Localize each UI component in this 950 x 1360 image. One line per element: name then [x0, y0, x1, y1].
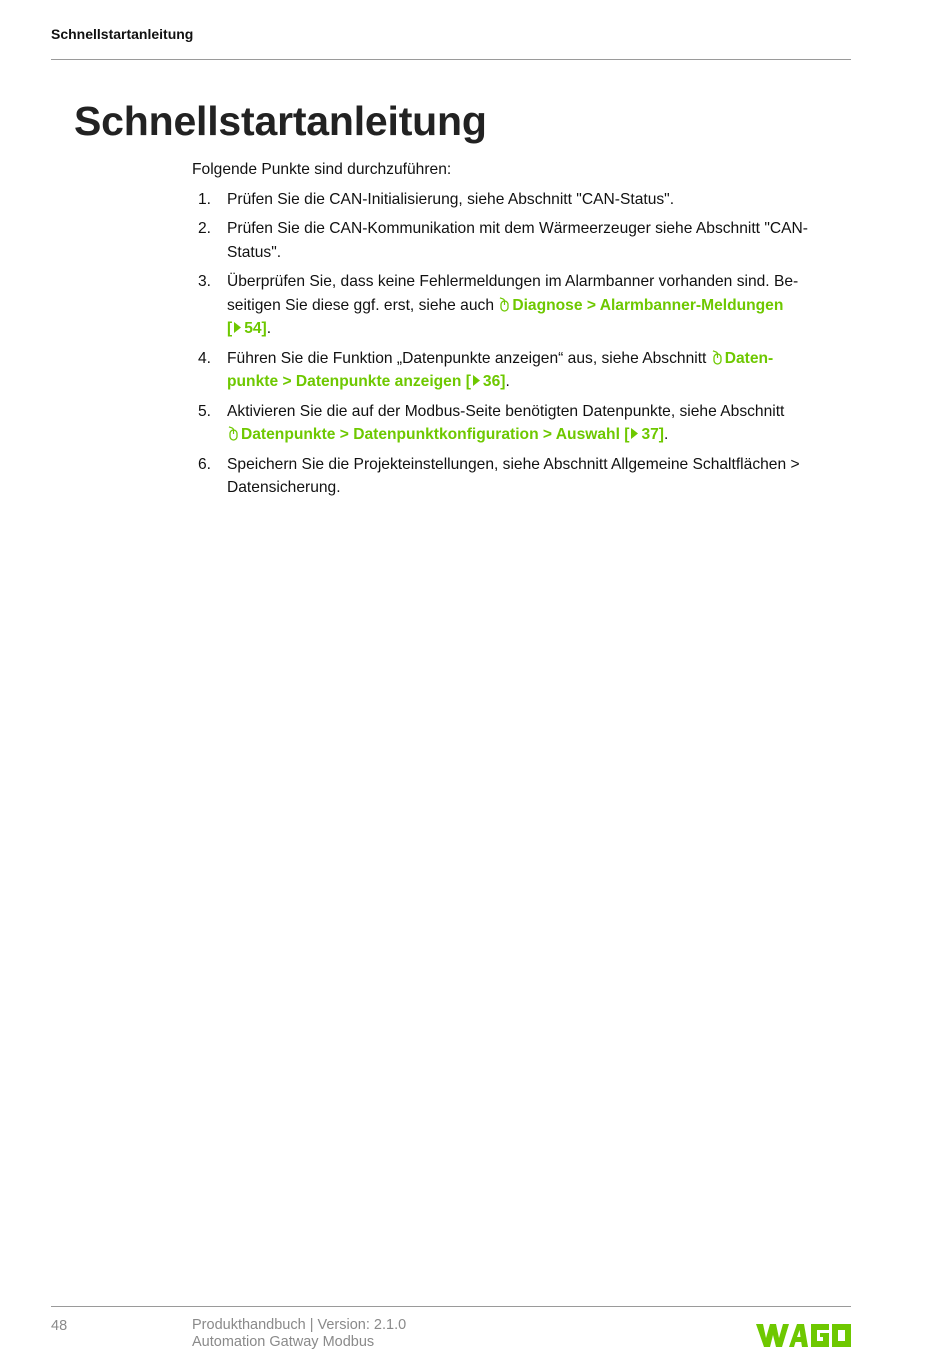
- page-title: Schnellstartanleitung: [74, 98, 487, 144]
- step-number: 3.: [198, 273, 212, 290]
- step-number: 1.: [198, 190, 212, 208]
- running-header: Schnellstartanleitung: [51, 26, 194, 42]
- link-text[interactable]: Daten-: [724, 349, 774, 367]
- step-text: Prüfen Sie die CAN-Initialisierung, siehe Abschnitt "CAN-Status".: [227, 190, 675, 208]
- triangle-right-icon: [234, 322, 241, 333]
- list-item: [192, 347, 852, 394]
- footer-version: Produkthandbuch | Version: 2.1.0: [192, 1317, 407, 1333]
- step-text: Aktivieren Sie die auf der Modbus-Seite benötigten Datenpunkte, siehe Abschnitt: [227, 402, 785, 420]
- steps-list: [192, 188, 852, 500]
- list-item: [192, 400, 852, 447]
- step-text: Status".: [227, 243, 282, 261]
- wago-logo: [756, 1321, 851, 1349]
- mouse-icon: [711, 350, 723, 365]
- step-number: 4.: [198, 349, 212, 367]
- step-text: .: [663, 426, 669, 443]
- step-number: 5.: [198, 402, 212, 420]
- step-number: 6.: [198, 455, 212, 473]
- triangle-right-icon: [473, 375, 480, 386]
- link-text[interactable]: punkte > Datenpunkte anzeigen [: [227, 373, 471, 390]
- main-content: [192, 158, 852, 506]
- wago-logo-icon: [756, 1321, 851, 1349]
- page-ref[interactable]: 36]: [482, 373, 506, 390]
- footer-divider: [51, 1306, 851, 1307]
- mouse-icon: [498, 297, 510, 312]
- step-text: seitigen Sie diese ggf. erst, siehe auch: [227, 296, 499, 314]
- step-text: Speichern Sie die Projekteinstellungen, siehe Abschnitt Allgemeine Schaltflächen >: [227, 455, 800, 473]
- step-text: .: [266, 320, 272, 337]
- page-ref[interactable]: 37]: [641, 426, 664, 443]
- page-ref[interactable]: 54]: [244, 320, 267, 337]
- header-divider: [51, 59, 851, 60]
- step-text: Prüfen Sie die CAN-Kommunikation mit dem Wärmeerzeuger siehe Abschnitt "CAN-: [227, 220, 808, 237]
- step-number: 2.: [198, 220, 212, 237]
- step-text: Überprüfen Sie, dass keine Fehlermeldungen im Alarmbanner vorhanden sind. Be-: [227, 273, 799, 290]
- list-item: [192, 270, 852, 341]
- footer-product: Automation Gatway Modbus: [192, 1334, 375, 1350]
- list-item: [192, 188, 852, 212]
- step-text: Datensicherung.: [227, 479, 341, 496]
- link-text[interactable]: Datenpunkte > Datenpunktkonfiguration > Auswahl [: [241, 426, 630, 443]
- link-text[interactable]: Diagnose > Alarmbanner-Meldungen: [512, 296, 784, 314]
- list-item: [192, 453, 852, 500]
- list-item: [192, 217, 852, 264]
- intro-text: Folgende Punkte sind durchzuführen:: [192, 161, 452, 178]
- footer-info: [192, 1317, 406, 1351]
- step-text: Führen Sie die Funktion „Datenpunkte anzeigen“ aus, siehe Abschnitt: [227, 349, 711, 367]
- page-number: 48: [51, 1318, 68, 1334]
- link-datenpunktkonfiguration-auswahl[interactable]: [227, 426, 664, 443]
- mouse-icon: [227, 426, 239, 441]
- link-bracket[interactable]: [: [227, 320, 233, 337]
- triangle-right-icon: [631, 428, 638, 439]
- step-text: .: [505, 373, 510, 390]
